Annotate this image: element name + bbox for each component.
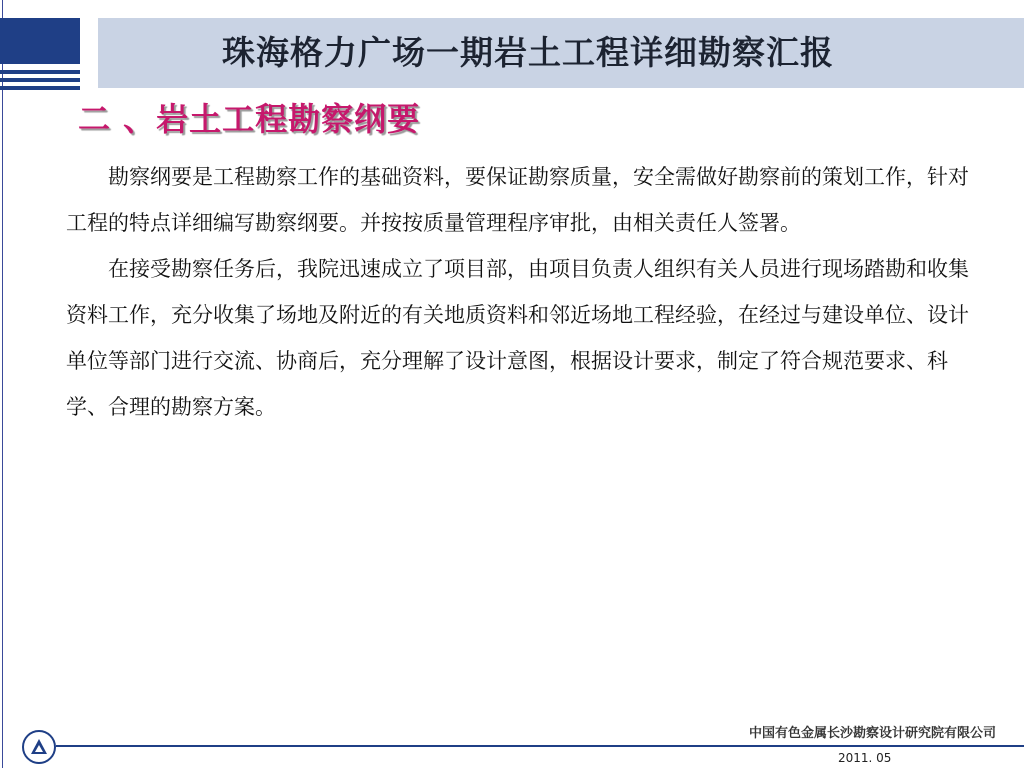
triangle-emblem-icon xyxy=(22,730,56,764)
footer-date: 2011. 05 xyxy=(838,751,892,765)
logo-stripe xyxy=(0,70,80,74)
logo-stripe xyxy=(0,78,80,82)
logo-solid-bar xyxy=(0,18,80,64)
slide-title: 珠海格力广场一期岩土工程详细勘察汇报 xyxy=(222,33,834,72)
logo-stripe xyxy=(0,86,80,90)
footer-divider xyxy=(56,745,1024,747)
section-heading: 二 、岩土工程勘察纲要 xyxy=(78,100,421,138)
body-text xyxy=(66,154,986,430)
footer-company-name: 中国有色金属长沙勘察设计研究院有限公司 xyxy=(748,726,996,741)
paragraph: 勘察纲要是工程勘察工作的基础资料，要保证勘察质量，安全需做好勘察前的策划工作，针对工程的特点详细编写勘察纲要。并按按质量管理程序审批，由相关责任人签署。 xyxy=(66,165,969,235)
title-banner xyxy=(98,18,1024,88)
header-logo-block xyxy=(0,18,80,90)
paragraph: 在接受勘察任务后，我院迅速成立了项目部，由项目负责人组织有关人员进行现场踏勘和收集资料工作，充分收集了场地及附近的有关地质资料和邻近场地工程经验，在经过与建设单位、设计单位等部门进行交流、协商后，充分理解了设计意图，根据设计要求，制定了符合规范要求、科学、合理的勘察方案。 xyxy=(66,257,969,419)
left-border-line xyxy=(2,0,3,768)
